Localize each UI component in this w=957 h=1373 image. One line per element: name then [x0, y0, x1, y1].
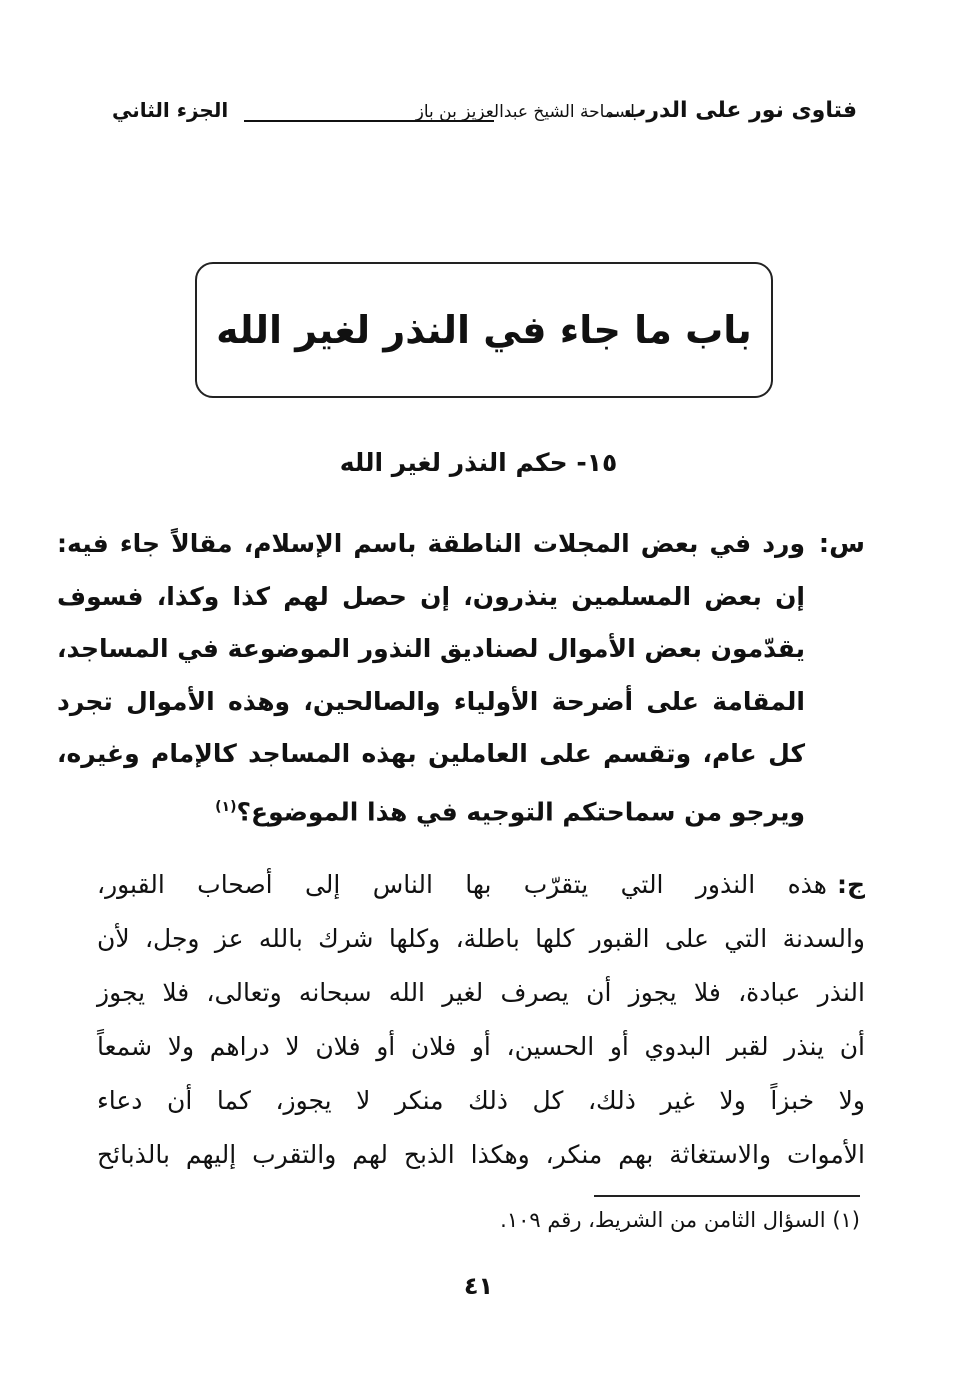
answer-line: ولا خبزاً ولا غير ذلك، كل ذلك منكر لا يجوز، كما أن دعاء: [97, 1086, 865, 1115]
answer-block: [97, 858, 865, 1182]
volume-part: الجزء الثاني: [112, 98, 229, 122]
running-header: [112, 98, 857, 138]
question-line: إن بعض المسلمين ينذرون، إن حصل لهم كذا وكذا، فسوف: [57, 581, 805, 611]
fatwa-heading: ١٥- حكم النذر لغير الله: [339, 448, 618, 477]
book-title: فتاوى نور على الدرب ـ: [609, 98, 857, 123]
answer-line: أن ينذر لقبر البدوي أو الحسين، أو فلان أو فلان لا دراهم ولا شمعاً: [97, 1032, 865, 1061]
answer-line: الأموات والاستغاثة بهم منكر، وهكذا الذبح لهم والتقرب إليهم بالذبائح: [97, 1140, 865, 1169]
author-name: لسماحة الشيخ عبدالعزيز بن باز: [415, 102, 635, 122]
question-line: المقامة على أضرحة الأولياء والصالحين، وهذه الأموال تجرد: [57, 686, 805, 716]
question-line: ورد في بعض المجلات الناطقة باسم الإسلام، مقالاً جاء فيه:: [57, 529, 805, 558]
chapter-title-box: [195, 262, 773, 398]
footnote-separator: [594, 1195, 860, 1197]
answer-line: هذه النذور التي يتقرّب بها الناس إلى أصحاب القبور،: [97, 870, 827, 899]
question-line-last: [57, 781, 805, 839]
header-rule: [244, 120, 494, 122]
question-text: [57, 518, 805, 838]
question-line: يقدّمون بعض الأموال لصناديق النذور الموضوعة في المساجد،: [57, 634, 805, 663]
question-line: كل عام، وتقسم على العاملين بهذه المساجد كالإمام وغيره،: [57, 739, 805, 768]
chapter-title: باب ما جاء في النذر لغير الله: [216, 308, 752, 352]
page-number: ٤١: [463, 1272, 494, 1300]
question-block: [57, 518, 865, 838]
answer-label: ج:: [836, 870, 865, 899]
footnote-reference: (١): [215, 798, 237, 815]
answer-line: النذر عبادة، فلا يجوز أن يصرف لغير الله سبحانه وتعالى، فلا يجوز: [97, 978, 865, 1007]
answer-line-first: [97, 858, 865, 912]
answer-line: والسدنة التي على القبور كلها باطلة، وكلها شرك بالله عز وجل، لأن: [97, 924, 865, 953]
question-line: ويرجو من سماحتكم التوجيه في هذا الموضوع؟: [236, 796, 805, 826]
footnote: (١) السؤال الثامن من الشريط، رقم ١٠٩.: [500, 1208, 860, 1232]
question-label: س:: [818, 529, 865, 559]
